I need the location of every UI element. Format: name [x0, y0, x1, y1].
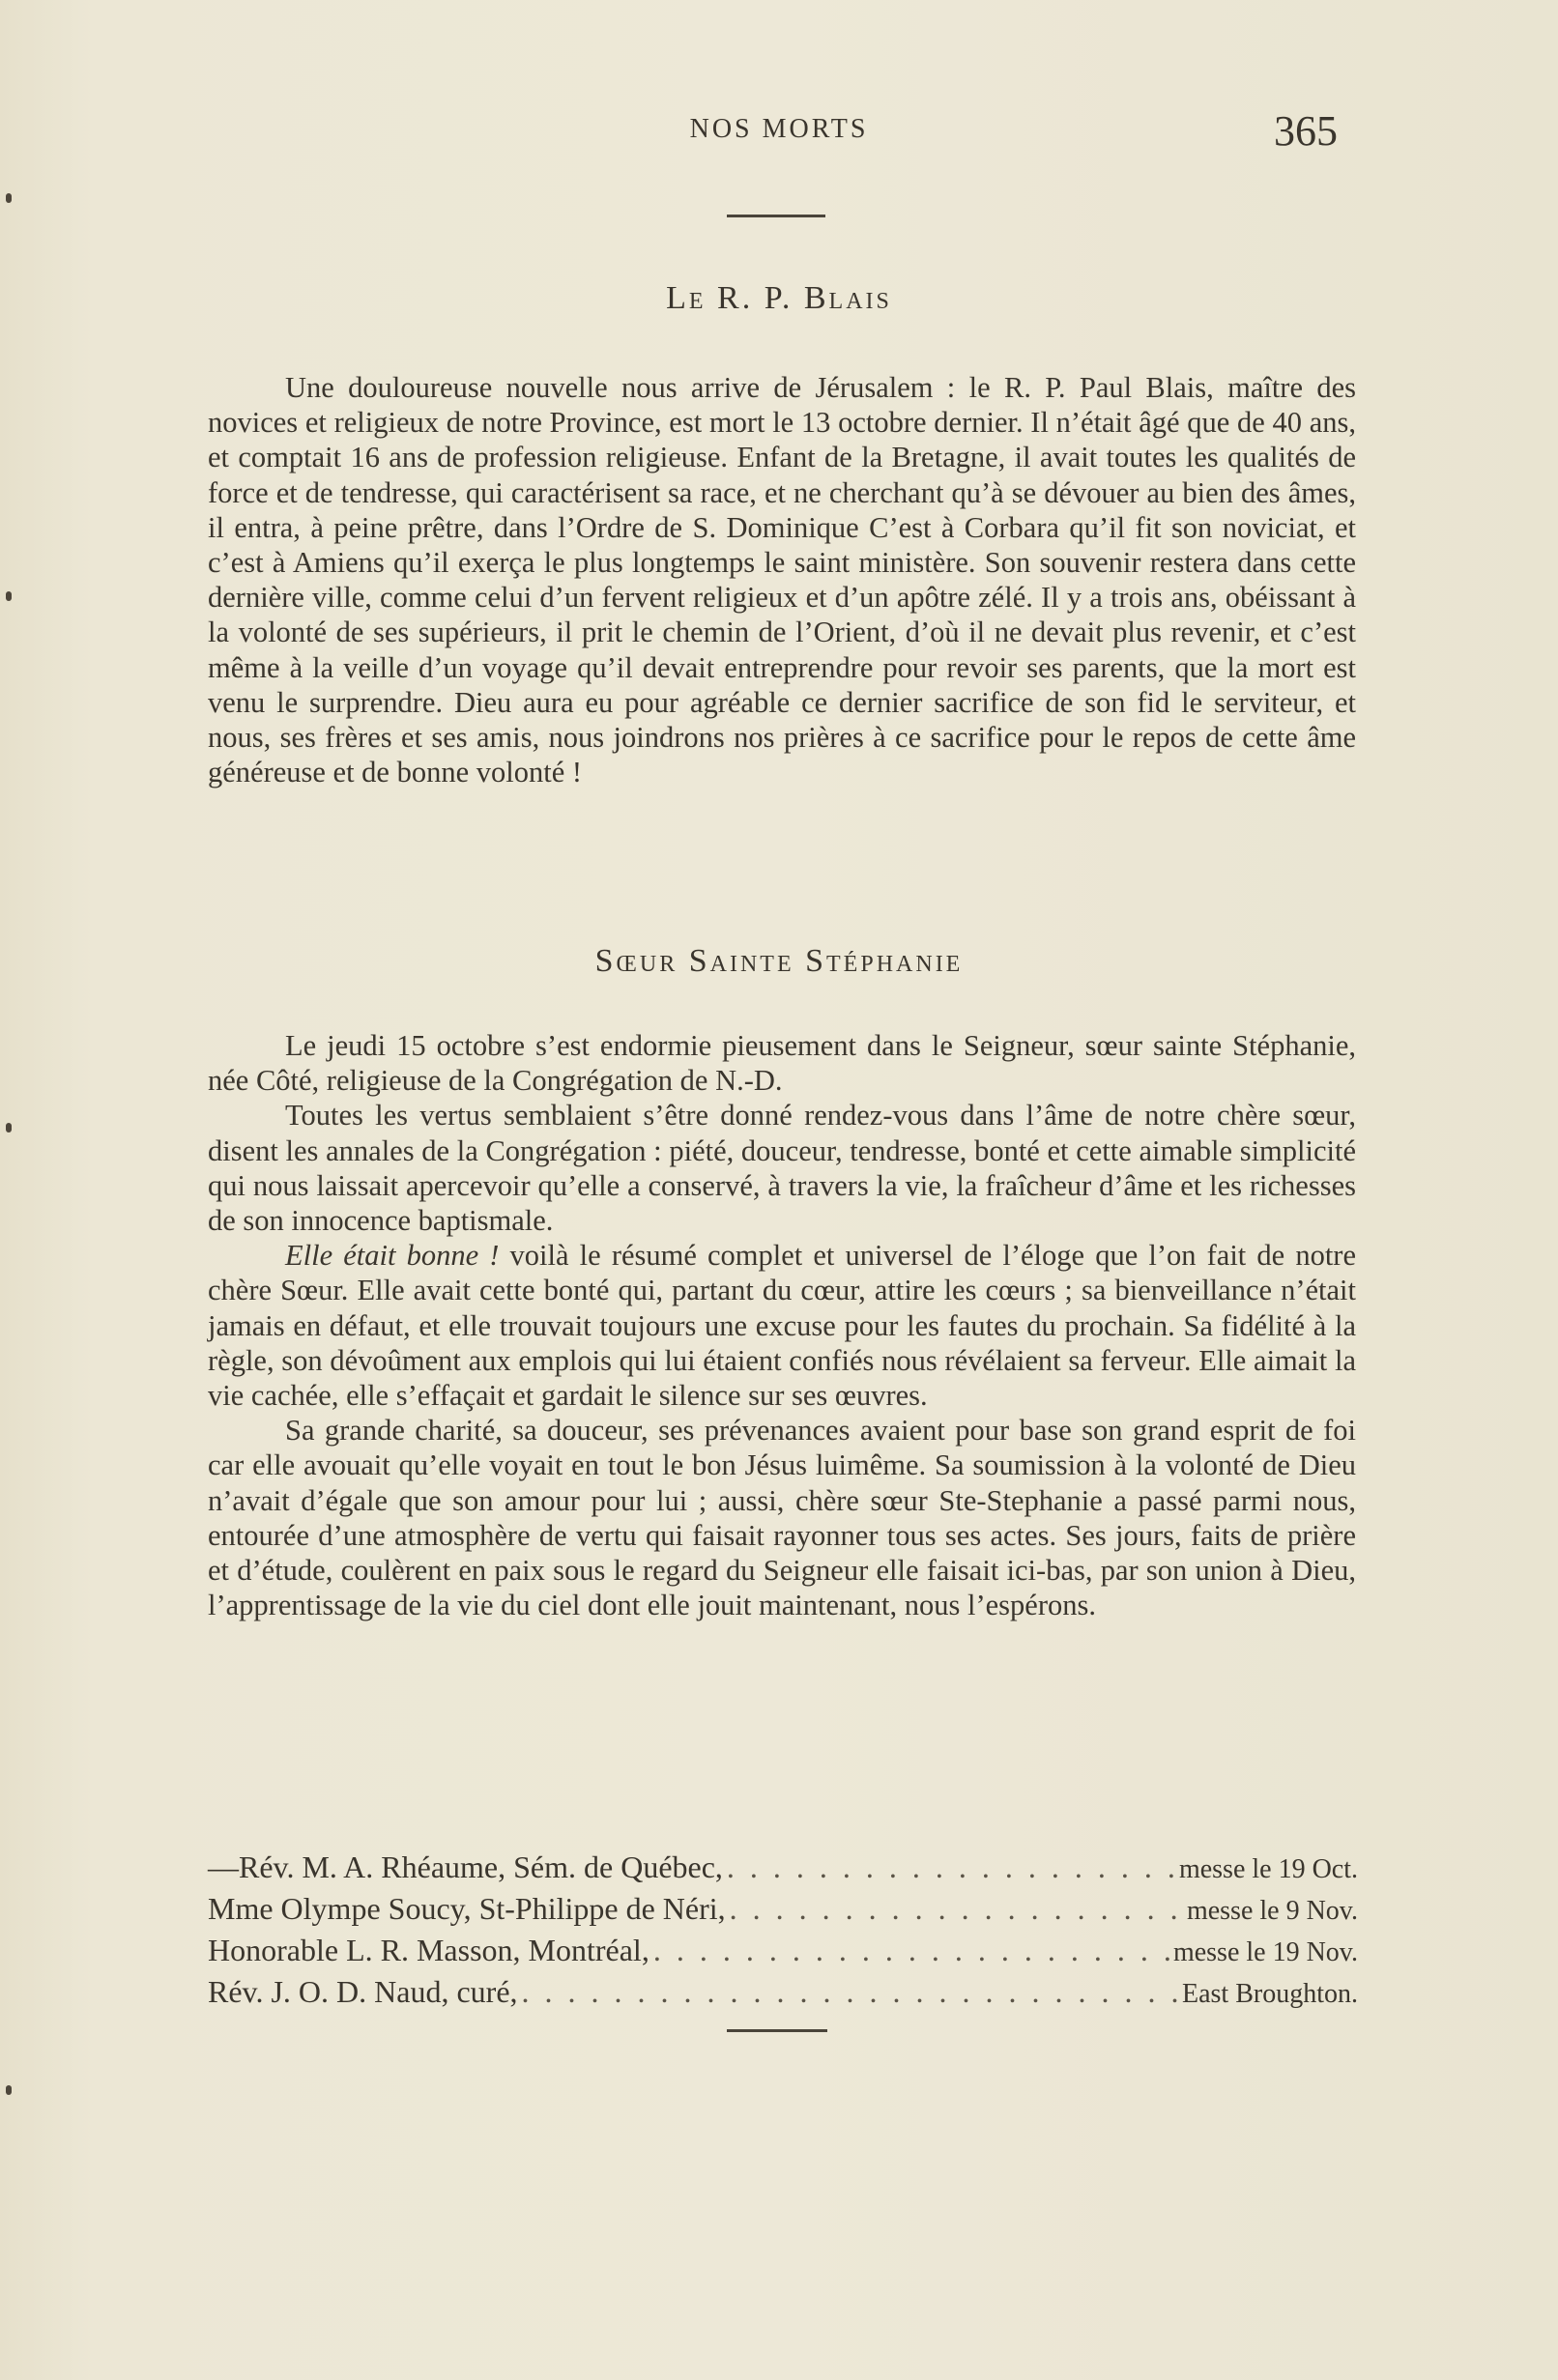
obituary-name: —Rév. M. A. Rhéaume, Sém. de Québec, — [208, 1850, 723, 1884]
section-heading-blais: Le R. P. Blais — [666, 280, 892, 316]
obituary-entry — [208, 1931, 1358, 1972]
binding-mark — [6, 193, 12, 203]
section-body-blais — [208, 370, 1356, 789]
obituary-entry — [208, 1889, 1358, 1931]
page-number: 365 — [1274, 107, 1338, 155]
paragraph — [208, 1238, 1356, 1413]
obituary-name: Honorable L. R. Masson, Montréal, — [208, 1933, 649, 1967]
header-rule — [727, 215, 825, 217]
footer-rule — [727, 2029, 827, 2032]
emphasis: Elle était bonne ! — [285, 1239, 500, 1273]
obituary-detail: messe le 19 Nov. — [1172, 1937, 1358, 1967]
dot-leader — [653, 1931, 1169, 1969]
paragraph: Sa grande charité, sa douceur, ses prévenances avaient pour base son grand esprit de foi car elle avouait qu’elle voyait en tout le bon Jésus luimême. Sa soumission à la volonté de Dieu n’avait d’égale que son amour pour lui ; aussi, chère sœur Ste-Stephanie a passé parmi nous, entourée d’une atmosphère de vertu qui faisait rayonner tous ses actes. Ses jours, faits de prière et d’étude, coulèrent en paix sous le regard du Seigneur elle faisait ici-bas, par son union à Dieu, l’apprentissage de la vie du ciel dont elle jouit maintenant, nous l’espérons. — [208, 1414, 1356, 1622]
paragraph-rest: voilà le résumé complet et universel de l’éloge que l’on fait de notre chère Sœur. Elle avait cette bonté qui, partant du cœur, attire les cœurs ; sa bienveillance n’était jamais en défaut, et elle trouvait toujours une excuse pour les fautes du prochain. Sa fidélité à la règle, son dévoûment aux emplois qui lui étaient confiés nous révélaient sa ferveur. Elle aimait la vie cachée, elle s’effaçait et gardait le silence sur ses œuvres. — [208, 1239, 1356, 1413]
obituary-entry — [208, 1972, 1358, 2014]
dot-leader — [730, 1889, 1183, 1928]
obituary-name: Mme Olympe Soucy, St-Philippe de Néri, — [208, 1891, 726, 1926]
section-body-stephanie — [208, 1028, 1356, 1622]
obituary-detail: messe le 19 Oct. — [1178, 1854, 1358, 1884]
paragraph: Le jeudi 15 octobre s’est endormie pieusement dans le Seigneur, sœur sainte Stéphanie, née Côté, religieuse de la Congrégation de N.-D. — [208, 1029, 1356, 1098]
obituary-name: Rév. J. O. D. Naud, curé, — [208, 1974, 518, 2009]
paragraph: Une douloureuse nouvelle nous arrive de Jérusalem : le R. P. Paul Blais, maître des novices et religieux de notre Province, est mort le 13 octobre dernier. Il n’était âgé que de 40 ans, et comptait 16 ans de profession religieuse. Enfant de la Bretagne, il avait toutes les qualités de force et de tendresse, qui caractérisent sa race, et ne cherchant qu’à se dévouer au bien des âmes, il entra, à peine prêtre, dans l’Ordre de S. Dominique C’est à Corbara qu’il fit son noviciat, et c’est à Amiens qu’il exerça le plus longtemps le saint ministère. Son souvenir restera dans cette dernière ville, comme celui d’un fervent religieux et d’un apôtre zélé. Il y a trois ans, obéissant à la volonté de ses supérieurs, il prit le chemin de l’Orient, d’où il ne devait plus revenir, et c’est même à la veille d’un voyage qu’il devait entreprendre pour revoir ses parents, que la mort est venu le surprendre. Dieu aura eu pour agréable ce dernier sacrifice de son fid le serviteur, et nous, ses frères et ses amis, nous joindrons nos prières à ce sacrifice pour le repos de cette âme généreuse et de bonne volonté ! — [208, 371, 1356, 789]
paragraph: Toutes les vertus semblaient s’être donné rendez-vous dans l’âme de notre chère sœur, disent les annales de la Congrégation : piété, douceur, tendresse, bonté et cette aimable simplicité qui nous laissait apercevoir qu’elle a conservé, à travers la vie, la fraîcheur d’âme et les richesses de son innocence baptismale. — [208, 1099, 1356, 1238]
section-heading-stephanie: Sœur Sainte Stéphanie — [594, 943, 964, 979]
binding-mark — [6, 2085, 12, 2095]
obituary-detail: East Broughton. — [1182, 1979, 1358, 2009]
obituary-list — [208, 1848, 1358, 2014]
obituary-detail: messe le 9 Nov. — [1186, 1896, 1358, 1926]
dot-leader — [727, 1848, 1175, 1886]
binding-mark — [6, 1123, 12, 1133]
binding-mark — [6, 591, 12, 601]
dot-leader — [522, 1972, 1178, 2011]
obituary-entry — [208, 1848, 1358, 1889]
running-head: NOS MORTS — [689, 114, 869, 144]
